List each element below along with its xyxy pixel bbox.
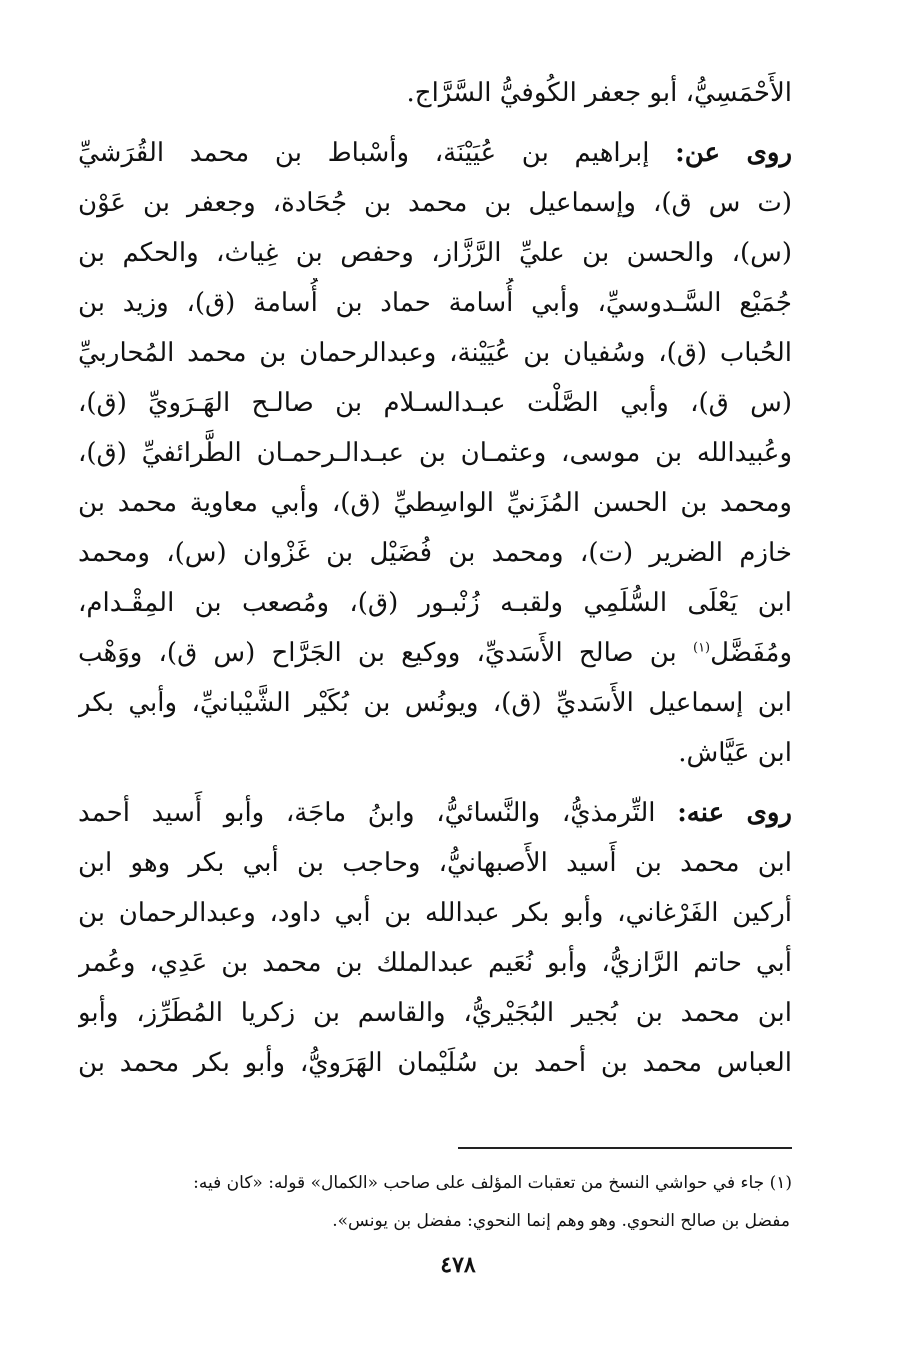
- footnote-line: مفضل بن صالح النحوي. وهو وهم إنما النحوي: مفضل بن يونس».: [332, 1211, 790, 1231]
- text-line: روى عنه: التِّرمذيُّ، والنَّسائيُّ، وابنُ ماجَة، وأبو أَسيد أحمد: [78, 798, 792, 828]
- main-text: [78, 68, 792, 1088]
- text-line: خازم الضرير (ت)، ومحمد بن فُضَيْل بن غَزْوان (س)، ومحمد: [78, 538, 792, 568]
- text-line: العباس محمد بن أحمد بن سُلَيْمان الهَرَويُّ، وأبو بكر محمد بن: [78, 1048, 792, 1078]
- text-line: ابن محمد بن أَسيد الأَصبهانيُّ، وحاجب بن أبي بكر وهو ابن: [78, 848, 792, 878]
- text-line: ابن يَعْلَى السُّلَمِي ولقبـه زُنْبـور (ق)، ومُصعب بن المِقْـدام،: [78, 588, 792, 618]
- text-line: وعُبيدالله بن موسى، وعثمـان بن عبـدالـرحمـان الطَّرائفيِّ (ق)،: [78, 438, 792, 468]
- text-line: (س)، والحسن بن عليِّ الرَّزَّاز، وحفص بن غِياث، والحكم بن: [78, 238, 792, 268]
- footnote-divider: [458, 1147, 792, 1149]
- text-line: ابن محمد بن بُجير البُجَيْريُّ، والقاسم بن زكريا المُطَرِّز، وأبو: [78, 998, 792, 1028]
- page-number: ٤٧٨: [440, 1252, 476, 1278]
- text-line: روى عن: إبراهيم بن عُيَيْنَة، وأسْباط بن محمد القُرَشيِّ: [78, 138, 792, 168]
- text-line: الحُباب (ق)، وسُفيان بن عُيَيْنة، وعبدالرحمان بن محمد المُحاربيِّ: [78, 338, 792, 368]
- text-line: ومحمد بن الحسن المُزَنيِّ الواسِطيِّ (ق)، وأبي معاوية محمد بن: [78, 488, 792, 518]
- text-line: جُمَيْع السَّـدوسيِّ، وأبي أُسامة حماد بن أُسامة (ق)، وزيد بن: [78, 288, 792, 318]
- text-line: أبي حاتم الرَّازيُّ، وأبو نُعَيم عبدالملك بن محمد بن عَدِي، وعُمر: [78, 948, 792, 978]
- text-line: (س ق)، وأبي الصَّلْت عبـدالسـلام بن صالـح الهَـرَويِّ (ق)،: [78, 388, 792, 418]
- footnotes: [78, 1164, 792, 1240]
- text-line: ومُفَضَّل$^{(١)}$ بن صالح الأَسَديِّ، ووكيع بن الجَرَّاح (س ق)، ووَهْب: [78, 638, 792, 668]
- text-line: ابن عَيَّاش.: [678, 738, 792, 768]
- footnote-marker: (١): [692, 640, 711, 656]
- text-line: أركين الفَرْغاني، وأبو بكر عبدالله بن أبي داود، وعبدالرحمان بن: [78, 898, 792, 928]
- section-label-narrated-by: روى عنه:: [677, 798, 792, 828]
- text-line: ابن إسماعيل الأَسَديِّ (ق)، ويونُس بن بُكَيْر الشَّيْبانيِّ، وأبي بكر: [78, 688, 792, 718]
- footnote-line: (١) جاء في حواشي النسخ من تعقبات المؤلف على صاحب «الكمال» قوله: «كان فيه:: [193, 1173, 792, 1193]
- text-line: الأَحْمَسِيُّ، أبو جعفر الكُوفيُّ السَّرَّاج.: [406, 78, 792, 108]
- section-label-narrated-from: روى عن:: [675, 138, 792, 168]
- text-line: (ت س ق)، وإسماعيل بن محمد بن جُحَادة، وجعفر بن عَوْن: [78, 188, 792, 218]
